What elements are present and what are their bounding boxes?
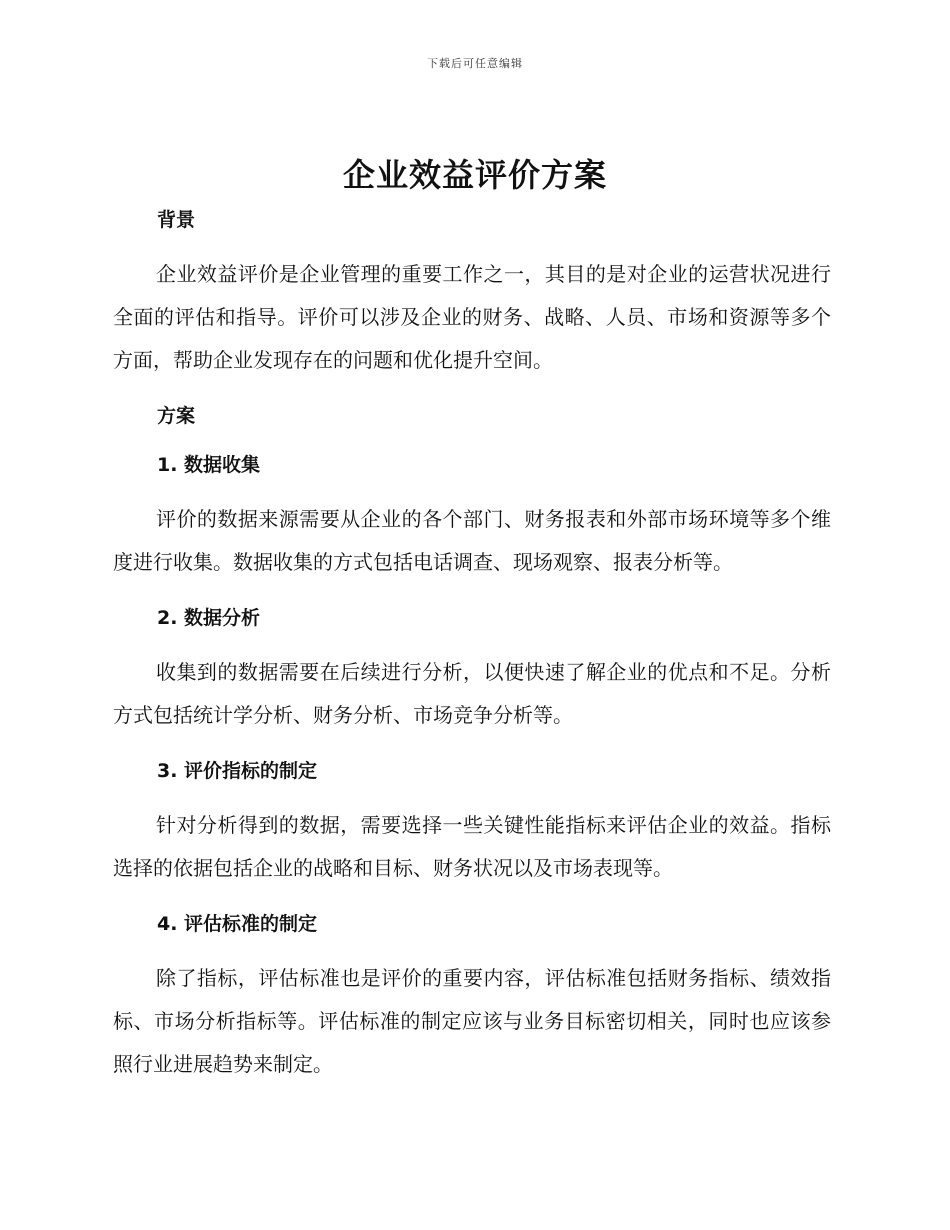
section-heading-data-collection: 1. 数据收集 [157, 454, 261, 476]
section-heading-data-analysis: 2. 数据分析 [157, 607, 261, 629]
section-paragraph-data-collection: 评价的数据来源需要从企业的各个部门、财务报表和外部市场环境等多个维度进行收集。数据收集的方式包括电话调查、现场观察、报表分析等。 [113, 507, 831, 574]
section-heading-indicators: 3. 评价指标的制定 [157, 760, 318, 782]
section-paragraph-background: 企业效益评价是企业管理的重要工作之一，其目的是对企业的运营状况进行全面的评估和指导。评价可以涉及企业的财务、战略、人员、市场和资源等多个方面，帮助企业发现存在的问题和优化提升空间。 [113, 262, 831, 372]
section-paragraph-indicators: 针对分析得到的数据，需要选择一些关键性能指标来评估企业的效益。指标选择的依据包括企业的战略和目标、财务状况以及市场表现等。 [113, 813, 831, 880]
document-title: 企业效益评价方案 [342, 156, 607, 194]
section-heading-standards: 4. 评估标准的制定 [157, 913, 318, 935]
section-heading-plan: 方案 [157, 405, 196, 427]
document-body [113, 204, 831, 1086]
section-heading-background: 背景 [157, 209, 196, 231]
section-paragraph-data-analysis: 收集到的数据需要在后续进行分析，以便快速了解企业的优点和不足。分析方式包括统计学分析、财务分析、市场竞争分析等。 [113, 660, 831, 727]
header-note: 下载后可任意编辑 [427, 57, 523, 70]
section-paragraph-standards: 除了指标，评估标准也是评价的重要内容，评估标准包括财务指标、绩效指标、市场分析指标等。评估标准的制定应该与业务目标密切相关，同时也应该参照行业进展趋势来制定。 [113, 966, 831, 1076]
